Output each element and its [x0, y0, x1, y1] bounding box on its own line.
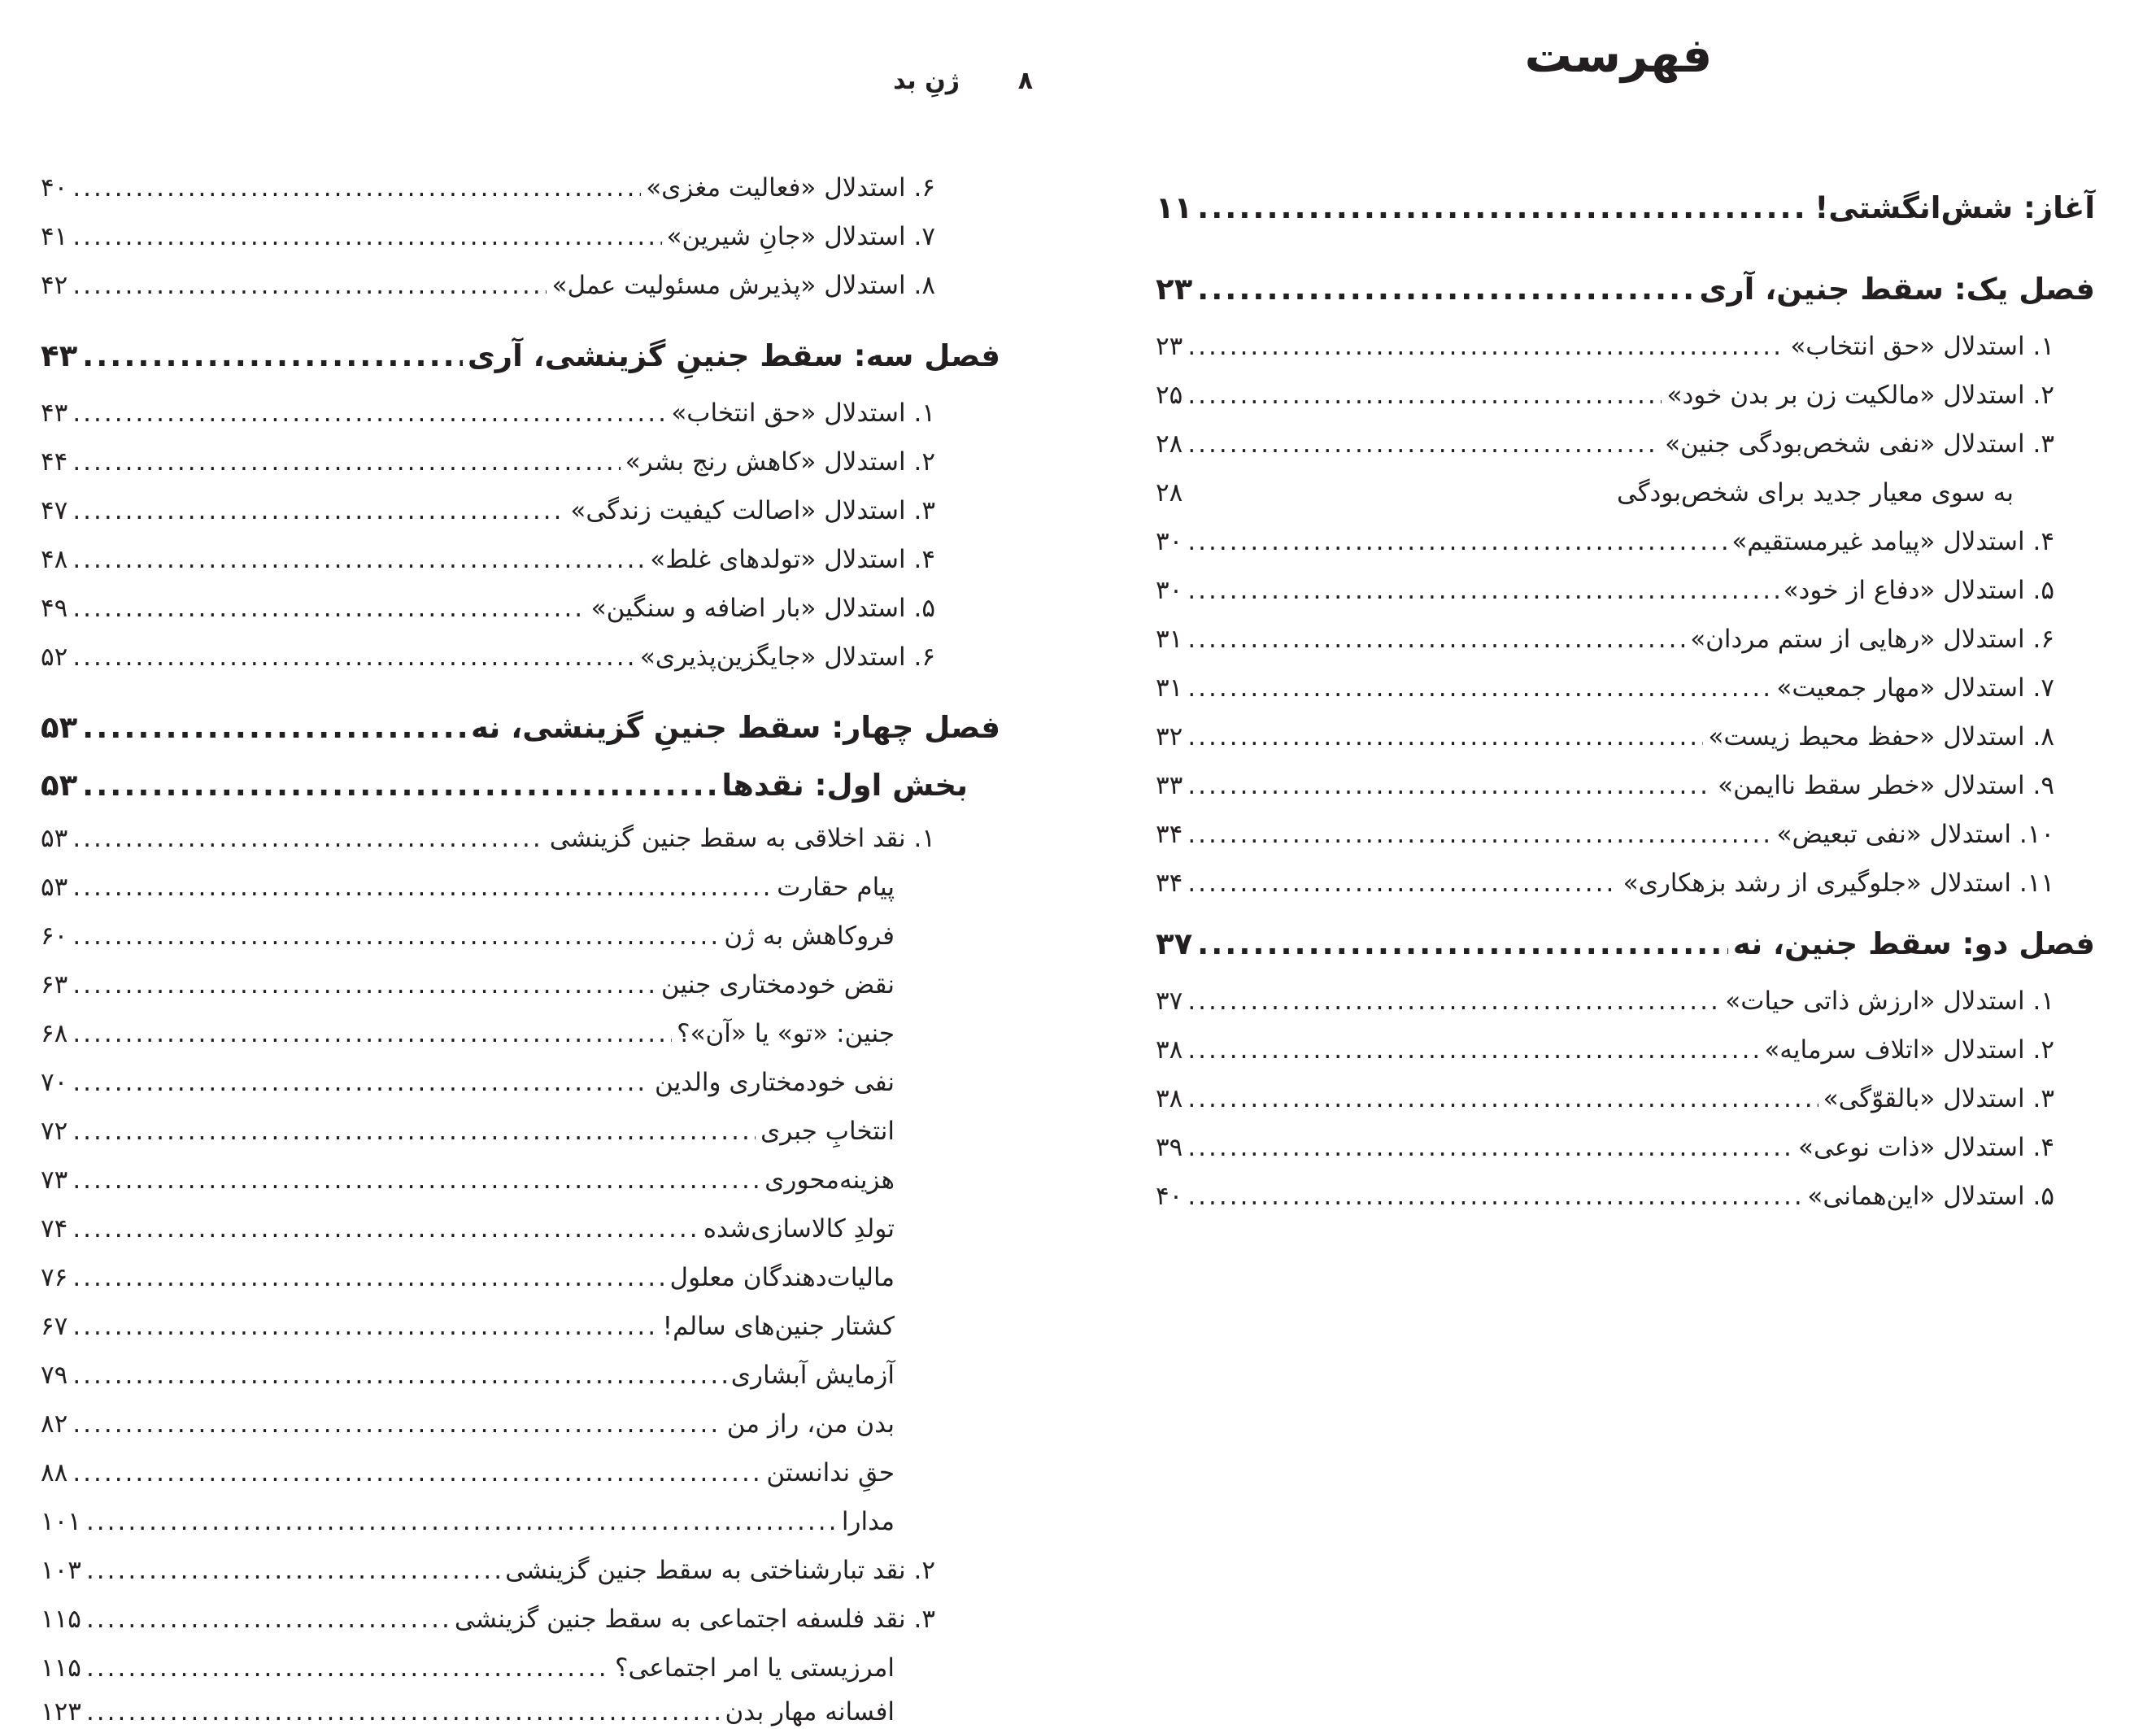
toc-entry	[41, 1214, 895, 1243]
toc-entry-page-number: ۷۳	[41, 1165, 68, 1195]
toc-entry-title: ۲. استدلال «اتلاف سرمایه»	[1764, 1035, 2054, 1065]
toc-entry-page-number: ۱۰۳	[41, 1556, 81, 1585]
dot-leader	[72, 924, 719, 949]
dot-leader	[1187, 822, 1771, 847]
toc-entry-title: ۳. نقد فلسفه اجتماعی به سقط جنین گزینشی	[454, 1605, 935, 1634]
dot-leader	[1187, 627, 1685, 652]
running-head-page-number: ۸	[1017, 67, 1033, 95]
toc-entry	[41, 1021, 895, 1047]
toc-entry	[41, 1165, 895, 1195]
toc-entry-title: ۱۱. استدلال «جلوگیری از رشد بزهکاری»	[1622, 869, 2054, 898]
toc-entry-page-number: ۳۸	[1156, 1084, 1183, 1113]
toc-entry-title: نفی خودمختاری والدین	[654, 1068, 895, 1097]
dot-leader	[72, 547, 645, 573]
toc-entry-page-number: ۶۷	[41, 1312, 68, 1341]
toc-entry-page-number: ۴۳	[41, 398, 68, 428]
toc-entry-title: ۱۰. استدلال «نفی تبعیض»	[1776, 820, 2054, 849]
toc-entry-title: فصل یک: سقط جنین، آری	[1699, 272, 2095, 307]
toc-entry-title: ۸. استدلال «حفظ محیط زیست»	[1708, 722, 2054, 751]
toc-entry-title: ۲. استدلال «مالکیت زن بر بدن خود»	[1666, 381, 2054, 410]
toc-entry	[41, 1458, 895, 1487]
toc-entry	[1156, 822, 2054, 847]
toc-entry	[41, 921, 895, 951]
toc-entry-page-number: ۳۸	[1156, 1035, 1183, 1065]
toc-entry	[1156, 773, 2054, 799]
toc-entry-title: بخش اول: نقدها	[721, 768, 968, 803]
dot-leader	[1187, 1184, 1802, 1209]
toc-entry	[1156, 627, 2054, 652]
toc-entry-title: فصل دو: سقط جنین، نه	[1732, 926, 2095, 961]
toc-entry-page-number: ۶۸	[41, 1019, 68, 1048]
toc-entry	[41, 768, 968, 803]
toc-entry	[1156, 1035, 2054, 1065]
dot-leader	[72, 1461, 761, 1486]
dot-leader	[86, 1558, 500, 1583]
toc-entry-page-number: ۴۱	[41, 222, 68, 251]
toc-entry-title: ۵. استدلال «این‌همانی»	[1807, 1182, 2054, 1211]
dot-leader	[86, 1700, 721, 1725]
dot-leader	[1197, 274, 1694, 304]
toc-entry-page-number: ۵۳	[41, 710, 78, 745]
toc-entry-page-number: ۳۰	[1156, 527, 1183, 556]
toc-entry-title: ۳. استدلال «نفی شخص‌بودگی جنین»	[1665, 429, 2054, 459]
toc-entry-title: جنین: «تو» یا «آن»؟	[677, 1019, 895, 1048]
toc-entry	[1156, 190, 2095, 225]
toc-entry-title: ۱. نقد اخلاقی به سقط جنین گزینشی	[549, 824, 935, 853]
dot-leader	[72, 875, 772, 900]
dot-leader	[86, 1509, 837, 1535]
dot-leader	[1187, 1135, 1793, 1161]
toc-entry	[41, 224, 935, 250]
dot-leader	[72, 1314, 657, 1339]
toc-entry-title: مدارا	[841, 1507, 895, 1536]
dot-leader	[72, 224, 661, 250]
toc-entry-title: تولدِ کالاسازی‌شده	[703, 1214, 895, 1243]
toc-entry-page-number: ۳۳	[1156, 771, 1183, 800]
toc-entry-title: ۲. استدلال «کاهش رنج بشر»	[625, 447, 935, 477]
toc-entry	[41, 1558, 935, 1583]
toc-entry	[41, 447, 935, 477]
page-title: فهرست	[1524, 28, 1713, 83]
toc-entry	[1156, 429, 2054, 459]
toc-entry-title: فصل چهار: سقط جنینِ گزینشی، نه	[470, 710, 1000, 745]
dot-leader	[72, 973, 656, 998]
toc-entry-page-number: ۶۳	[41, 970, 68, 1000]
toc-entry	[1156, 383, 2054, 408]
toc-entry-title: فروکاهش به ژن	[724, 921, 895, 951]
dot-leader	[72, 596, 586, 621]
running-head-book-title: ژنِ بد	[893, 67, 960, 95]
toc-entry-page-number: ۱۱۵	[41, 1653, 81, 1683]
toc-entry	[1156, 1184, 2054, 1209]
toc-entry	[41, 398, 935, 428]
toc-entry-title: پیام حقارت	[777, 873, 895, 902]
dot-leader	[72, 645, 635, 670]
dot-leader	[1197, 929, 1728, 959]
toc-entry-title: ۸. استدلال «پذیرش مسئولیت عمل»	[551, 271, 935, 300]
toc-entry	[41, 496, 935, 525]
toc-entry-title: ۶. استدلال «رهایی از ستم مردان»	[1690, 625, 2054, 654]
toc-entry	[41, 1119, 895, 1144]
toc-entry-page-number: ۱۰۱	[41, 1507, 81, 1536]
toc-entry	[41, 1607, 935, 1632]
toc-entry	[1156, 722, 2054, 751]
dot-leader	[72, 1119, 756, 1144]
toc-entry-title: ۷. استدلال «مهار جمعیت»	[1776, 673, 2054, 703]
toc-entry-title: ۳. استدلال «بالقوّگی»	[1823, 1084, 2054, 1113]
toc-entry	[1156, 926, 2095, 961]
dot-leader	[72, 1168, 760, 1193]
toc-entry	[1156, 578, 2054, 603]
toc-entry-title: ۴. استدلال «پیامد غیرمستقیم»	[1731, 527, 2054, 556]
dot-leader	[72, 1412, 721, 1437]
dot-leader	[1187, 725, 1703, 750]
dot-leader	[86, 1656, 610, 1681]
dot-leader	[1187, 1038, 1759, 1063]
toc-entry-page-number: ۴۰	[1156, 1182, 1183, 1211]
toc-entry-title: آزمایش آبشاری	[730, 1361, 895, 1390]
toc-entry	[1156, 673, 2054, 703]
toc-entry-title: کشتار جنین‌های سالم!	[662, 1312, 895, 1341]
toc-entry-page-number: ۳۱	[1156, 625, 1183, 654]
dot-leader	[82, 341, 463, 371]
toc-entry-page-number: ۴۷	[41, 496, 68, 525]
toc-entry-page-number: ۲۳	[1156, 272, 1193, 307]
dot-leader	[1187, 432, 1660, 457]
toc-entry	[1156, 529, 2054, 555]
toc-entry-page-number: ۸۲	[41, 1409, 68, 1439]
toc-entry-page-number: ۴۸	[41, 545, 68, 574]
toc-entry-title: نقض خودمختاری جنین	[660, 970, 895, 1000]
toc-entry-title: ۵. استدلال «دفاع از خود»	[1783, 576, 2054, 605]
toc-entry-page-number: ۳۷	[1156, 926, 1193, 961]
toc-entry-page-number: ۱۱۵	[41, 1605, 81, 1634]
toc-entry-title: فصل سه: سقط جنینِ گزینشی، آری	[467, 338, 1000, 373]
toc-entry-title: ۶. استدلال «فعالیت مغزی»	[646, 173, 935, 203]
toc-entry	[1156, 986, 2054, 1016]
toc-entry	[41, 1314, 895, 1339]
toc-entry	[1156, 871, 2054, 896]
toc-entry-page-number: ۷۲	[41, 1117, 68, 1146]
toc-entry-page-number: ۵۳	[41, 873, 68, 902]
dot-leader	[72, 1021, 672, 1047]
toc-entry-title: امرزیستی یا امر اجتماعی؟	[614, 1653, 895, 1683]
dot-leader	[1187, 989, 1720, 1014]
dot-leader	[1187, 773, 1713, 799]
toc-entry	[41, 338, 1000, 373]
toc-entry-title: مالیات‌دهندگان معلول	[669, 1263, 895, 1292]
dot-leader	[72, 826, 544, 851]
dot-leader	[72, 1217, 698, 1242]
dot-leader	[72, 176, 641, 201]
toc-entry	[41, 547, 935, 573]
toc-entry-title: افسانه مهار بدن	[725, 1697, 895, 1727]
toc-entry-page-number: ۸۸	[41, 1458, 68, 1487]
toc-entry-title: ۱. استدلال «ارزش ذاتی حیات»	[1725, 986, 2054, 1016]
toc-entry-title: ۱. استدلال «حق انتخاب»	[671, 398, 935, 428]
toc-entry-page-number: ۷۰	[41, 1068, 68, 1097]
toc-entry-page-number: ۳۷	[1156, 986, 1183, 1016]
dot-leader	[1187, 578, 1778, 603]
dot-leader	[72, 450, 620, 475]
toc-entry	[41, 273, 935, 298]
toc-entry	[41, 642, 935, 672]
dot-leader	[82, 770, 716, 800]
toc-entry-page-number: ۵۳	[41, 824, 68, 853]
toc-entry	[1156, 1084, 2054, 1113]
toc-entry-title: ۱. استدلال «حق انتخاب»	[1790, 332, 2054, 361]
toc-entry-title: ۵. استدلال «بار اضافه و سنگین»	[590, 594, 935, 623]
toc-entry	[41, 1653, 895, 1683]
toc-entry-title: حقِ ندانستن	[766, 1458, 895, 1487]
toc-entry-page-number: ۱۱	[1156, 190, 1193, 225]
dot-leader	[1187, 334, 1785, 359]
toc-entry-page-number: ۶۰	[41, 921, 68, 951]
toc-entry-title: ۳. استدلال «اصالت کیفیت زندگی»	[570, 496, 935, 525]
toc-entry	[41, 1697, 895, 1727]
toc-entry-title: آغاز: شش‌انگشتی!	[1814, 190, 2095, 225]
toc-entry-page-number: ۳۱	[1156, 673, 1183, 703]
dot-leader	[82, 712, 466, 743]
toc-entry-page-number: ۱۲۳	[41, 1697, 81, 1727]
toc-entry-title: ۴. استدلال «تولدهای غلط»	[650, 545, 935, 574]
toc-entry	[41, 826, 935, 851]
dot-leader	[1187, 1087, 1818, 1112]
toc-entry-page-number: ۳۴	[1156, 869, 1183, 898]
toc-entry-page-number: ۲۳	[1156, 332, 1183, 361]
toc-right-page	[1106, 0, 2156, 1729]
toc-entry	[41, 1409, 895, 1439]
dot-leader	[72, 1363, 725, 1388]
dot-leader	[72, 1265, 664, 1291]
dot-leader	[1187, 383, 1662, 408]
toc-entry	[1156, 478, 2014, 507]
dot-leader	[72, 1070, 650, 1095]
toc-entry-page-number: ۴۲	[41, 271, 68, 300]
toc-entry-page-number: ۲۸	[1156, 478, 1183, 507]
dot-leader	[72, 401, 666, 426]
toc-entry-page-number: ۷۹	[41, 1361, 68, 1390]
toc-entry-title: ۶. استدلال «جایگزین‌پذیری»	[639, 642, 935, 672]
toc-entry-page-number: ۴۴	[41, 447, 68, 477]
toc-entry-title: ۷. استدلال «جانِ شیرین»	[666, 222, 935, 251]
dot-leader	[1187, 676, 1771, 701]
toc-entry	[41, 875, 895, 900]
toc-entry	[1156, 1135, 2054, 1161]
toc-entry-title: ۲. نقد تبارشناختی به سقط جنین گزینشی	[505, 1556, 935, 1585]
dot-leader	[1187, 529, 1727, 555]
toc-entry-title: به سوی معیار جدید برای شخص‌بودگی	[1616, 478, 2014, 507]
toc-entry	[41, 1070, 895, 1095]
toc-entry	[1156, 334, 2054, 359]
toc-entry	[41, 1509, 895, 1535]
toc-entry-page-number: ۲۵	[1156, 381, 1183, 410]
toc-entry	[41, 596, 935, 621]
toc-entry	[41, 712, 1000, 743]
toc-entry-page-number: ۷۴	[41, 1214, 68, 1243]
toc-entry-title: انتخابِ جبری	[760, 1117, 895, 1146]
toc-entry-title: ۹. استدلال «خطر سقط ناایمن»	[1718, 771, 2054, 800]
toc-entry-title: ۴. استدلال «ذات نوعی»	[1797, 1133, 2054, 1162]
toc-entry-page-number: ۲۸	[1156, 429, 1183, 459]
dot-leader	[86, 1607, 450, 1632]
toc-entry-page-number: ۳۹	[1156, 1133, 1183, 1162]
toc-entry	[41, 1265, 895, 1291]
dot-leader	[72, 273, 547, 298]
toc-entry-page-number: ۴۳	[41, 338, 78, 373]
toc-entry	[1156, 272, 2095, 307]
toc-entry	[41, 173, 935, 203]
dot-leader	[1197, 193, 1810, 223]
toc-entry-page-number: ۷۶	[41, 1263, 68, 1292]
toc-entry-page-number: ۴۰	[41, 173, 68, 203]
dot-leader	[72, 499, 565, 524]
toc-entry-page-number: ۳۰	[1156, 576, 1183, 605]
toc-entry-page-number: ۴۹	[41, 594, 68, 623]
toc-entry-page-number: ۵۲	[41, 642, 68, 672]
toc-entry	[41, 970, 895, 1000]
toc-entry-page-number: ۳۲	[1156, 722, 1183, 751]
toc-entry-title: بدن من، راز من	[726, 1409, 895, 1439]
toc-left-page	[0, 0, 1057, 1729]
toc-entry-page-number: ۵۳	[41, 768, 78, 803]
toc-entry	[41, 1363, 895, 1388]
toc-entry-title: هزینه‌محوری	[764, 1165, 895, 1195]
dot-leader	[1187, 871, 1618, 896]
toc-entry-page-number: ۳۴	[1156, 820, 1183, 849]
